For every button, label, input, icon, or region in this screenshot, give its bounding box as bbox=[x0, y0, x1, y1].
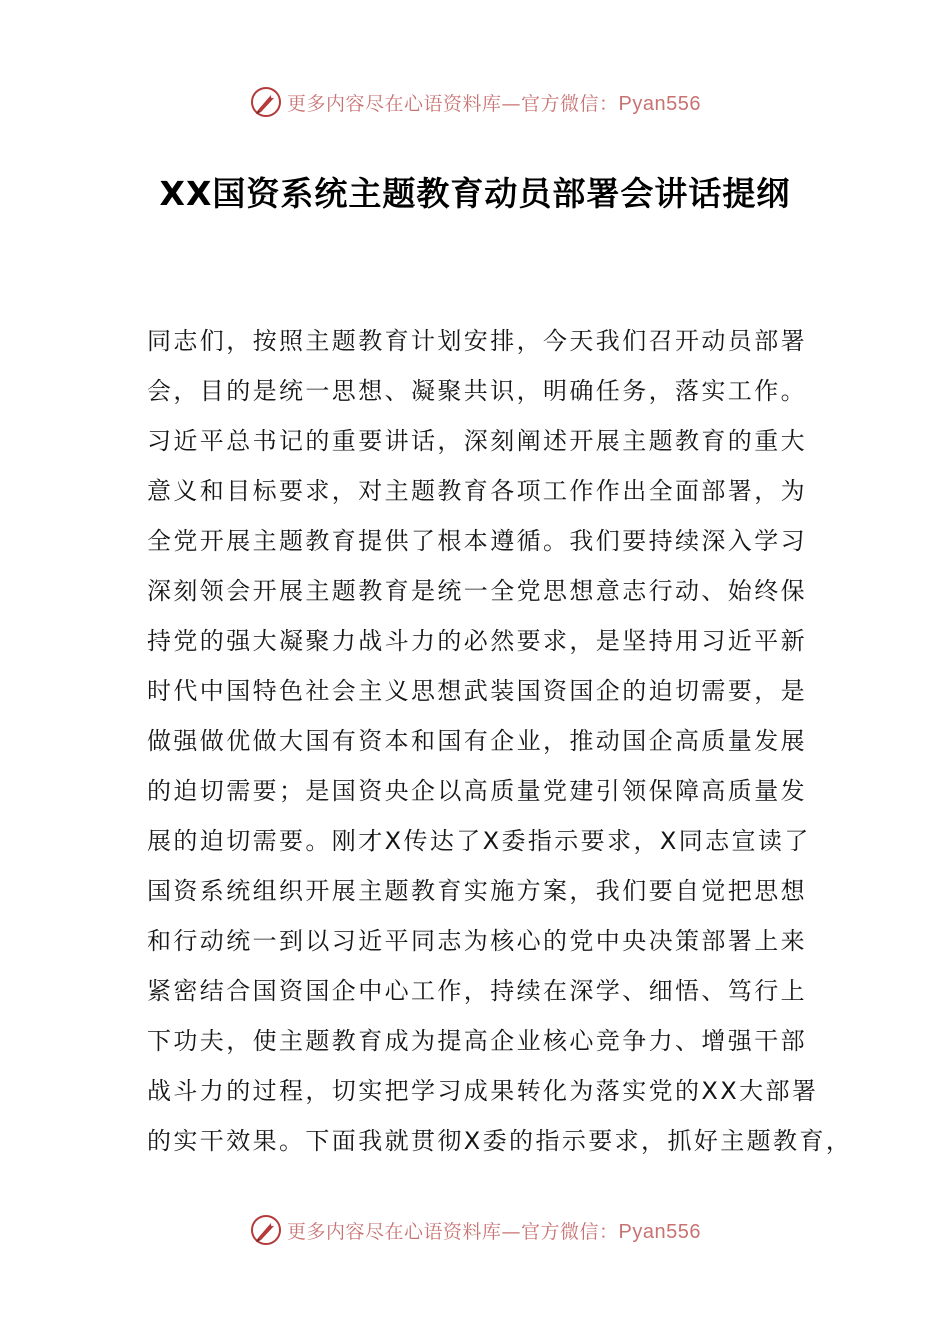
watermark-handle: Pyan556 bbox=[618, 1220, 701, 1243]
text-line: 做强做优做大国有资本和国有企业，推动国企高质量发展 bbox=[147, 727, 807, 755]
watermark-text: 更多内容尽在心语资料库—官方微信：Pyan556 bbox=[287, 1220, 701, 1243]
text-line: 时代中国特色社会主义思想武装国资国企的迫切需要，是 bbox=[147, 677, 807, 705]
text-line: 国资系统组织开展主题教育实施方案，我们要自觉把思想 bbox=[147, 877, 807, 905]
page-title: XX国资系统主题教育动员部署会讲话提纲 bbox=[159, 174, 791, 213]
text-line: 战斗力的过程，切实把学习成果转化为落实党的XX大部署 bbox=[147, 1077, 819, 1105]
text-line: 会，目的是统一思想、凝聚共识，明确任务，落实工作。 bbox=[147, 377, 807, 405]
text-line: 全党开展主题教育提供了根本遵循。我们要持续深入学习 bbox=[147, 527, 807, 555]
pen-nib-icon bbox=[249, 85, 283, 119]
text-line: 同志们，按照主题教育计划安排，今天我们召开动员部署 bbox=[147, 327, 807, 355]
text-line: 展的迫切需要。刚才X传达了X委指示要求，X同志宣读了 bbox=[147, 827, 811, 855]
watermark-banner-top bbox=[0, 82, 950, 122]
text-line: 的迫切需要；是国资央企以高质量党建引领保障高质量发 bbox=[147, 777, 807, 805]
text-line: 持党的强大凝聚力战斗力的必然要求，是坚持用习近平新 bbox=[147, 627, 807, 655]
watermark-banner-bottom bbox=[0, 1210, 950, 1250]
text-line: 紧密结合国资国企中心工作，持续在深学、细悟、笃行上 bbox=[147, 977, 807, 1005]
text-line: 习近平总书记的重要讲话，深刻阐述开展主题教育的重大 bbox=[147, 427, 807, 455]
watermark-handle: Pyan556 bbox=[618, 92, 701, 115]
text-line: 和行动统一到以习近平同志为核心的党中央决策部署上来 bbox=[147, 927, 807, 955]
document-body bbox=[147, 316, 853, 1166]
text-line: 意义和目标要求，对主题教育各项工作作出全面部署，为 bbox=[147, 477, 807, 505]
watermark-text: 更多内容尽在心语资料库—官方微信：Pyan556 bbox=[287, 92, 701, 115]
text-line: 下功夫，使主题教育成为提高企业核心竞争力、增强干部 bbox=[147, 1027, 807, 1055]
pen-nib-icon bbox=[249, 1213, 283, 1247]
text-line: 的实干效果。下面我就贯彻X委的指示要求，抓好主题教育， bbox=[147, 1127, 853, 1155]
text-line: 深刻领会开展主题教育是统一全党思想意志行动、始终保 bbox=[147, 577, 807, 605]
